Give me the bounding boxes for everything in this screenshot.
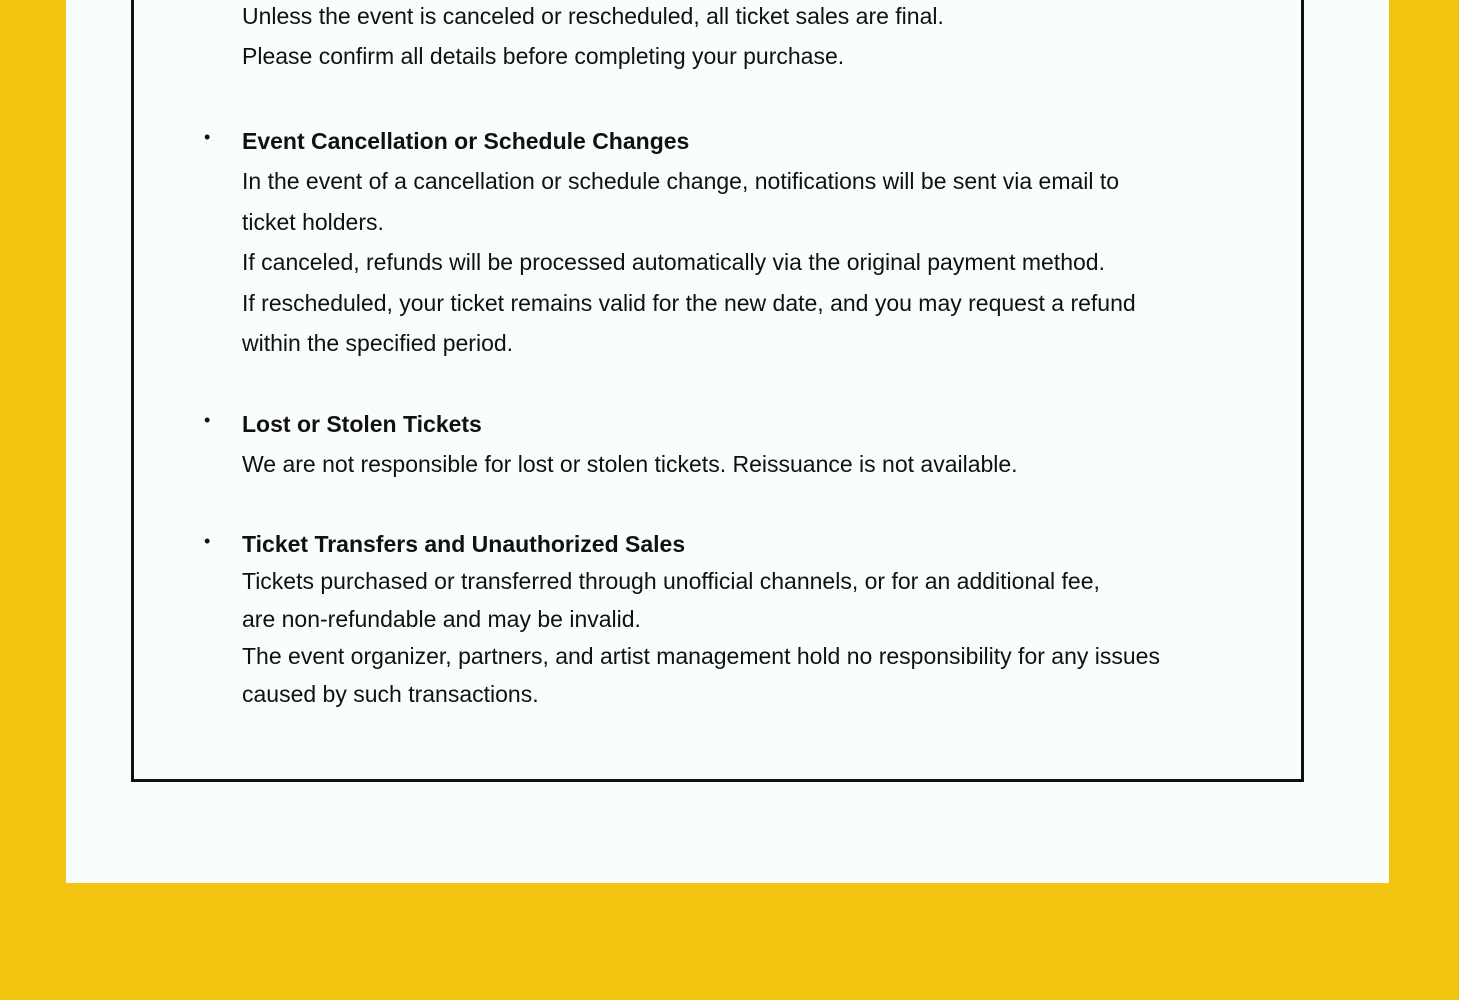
policy-line: Please confirm all details before completing your purchase. [242,43,845,70]
policy-line: are non-refundable and may be invalid. [242,605,641,632]
section-heading: Event Cancellation or Schedule Changes [242,128,690,154]
bullet-icon: • [204,127,211,147]
policy-line: In the event of a cancellation or schedule change, notifications will be sent via email to [242,168,1120,195]
intro-text [242,0,944,77]
policy-line: caused by such transactions. [242,680,539,707]
section-body [242,404,1018,485]
section-body [242,121,1136,363]
bullet-icon: • [204,531,211,551]
policy-line: Tickets purchased or transferred through unofficial channels, or for an additional fee, [242,568,1100,594]
bullet-icon: • [204,410,211,430]
policy-line: If canceled, refunds will be processed automatically via the original payment method. [242,249,1105,276]
section-body [242,525,1160,713]
policy-line: If rescheduled, your ticket remains valid for the new date, and you may request a refund [242,289,1136,316]
policy-line: ticket holders. [242,208,384,235]
ticket-policy-box [131,0,1304,782]
policy-line: We are not responsible for lost or stolen tickets. Reissuance is not available. [242,451,1018,478]
section-heading: Ticket Transfers and Unauthorized Sales [242,531,686,557]
content-panel [66,0,1389,883]
policy-line: Unless the event is canceled or rescheduled, all ticket sales are final. [242,3,944,29]
policy-line: within the specified period. [242,330,514,357]
section-heading: Lost or Stolen Tickets [242,411,482,437]
policy-line: The event organizer, partners, and artist management hold no responsibility for any issues [242,643,1160,669]
